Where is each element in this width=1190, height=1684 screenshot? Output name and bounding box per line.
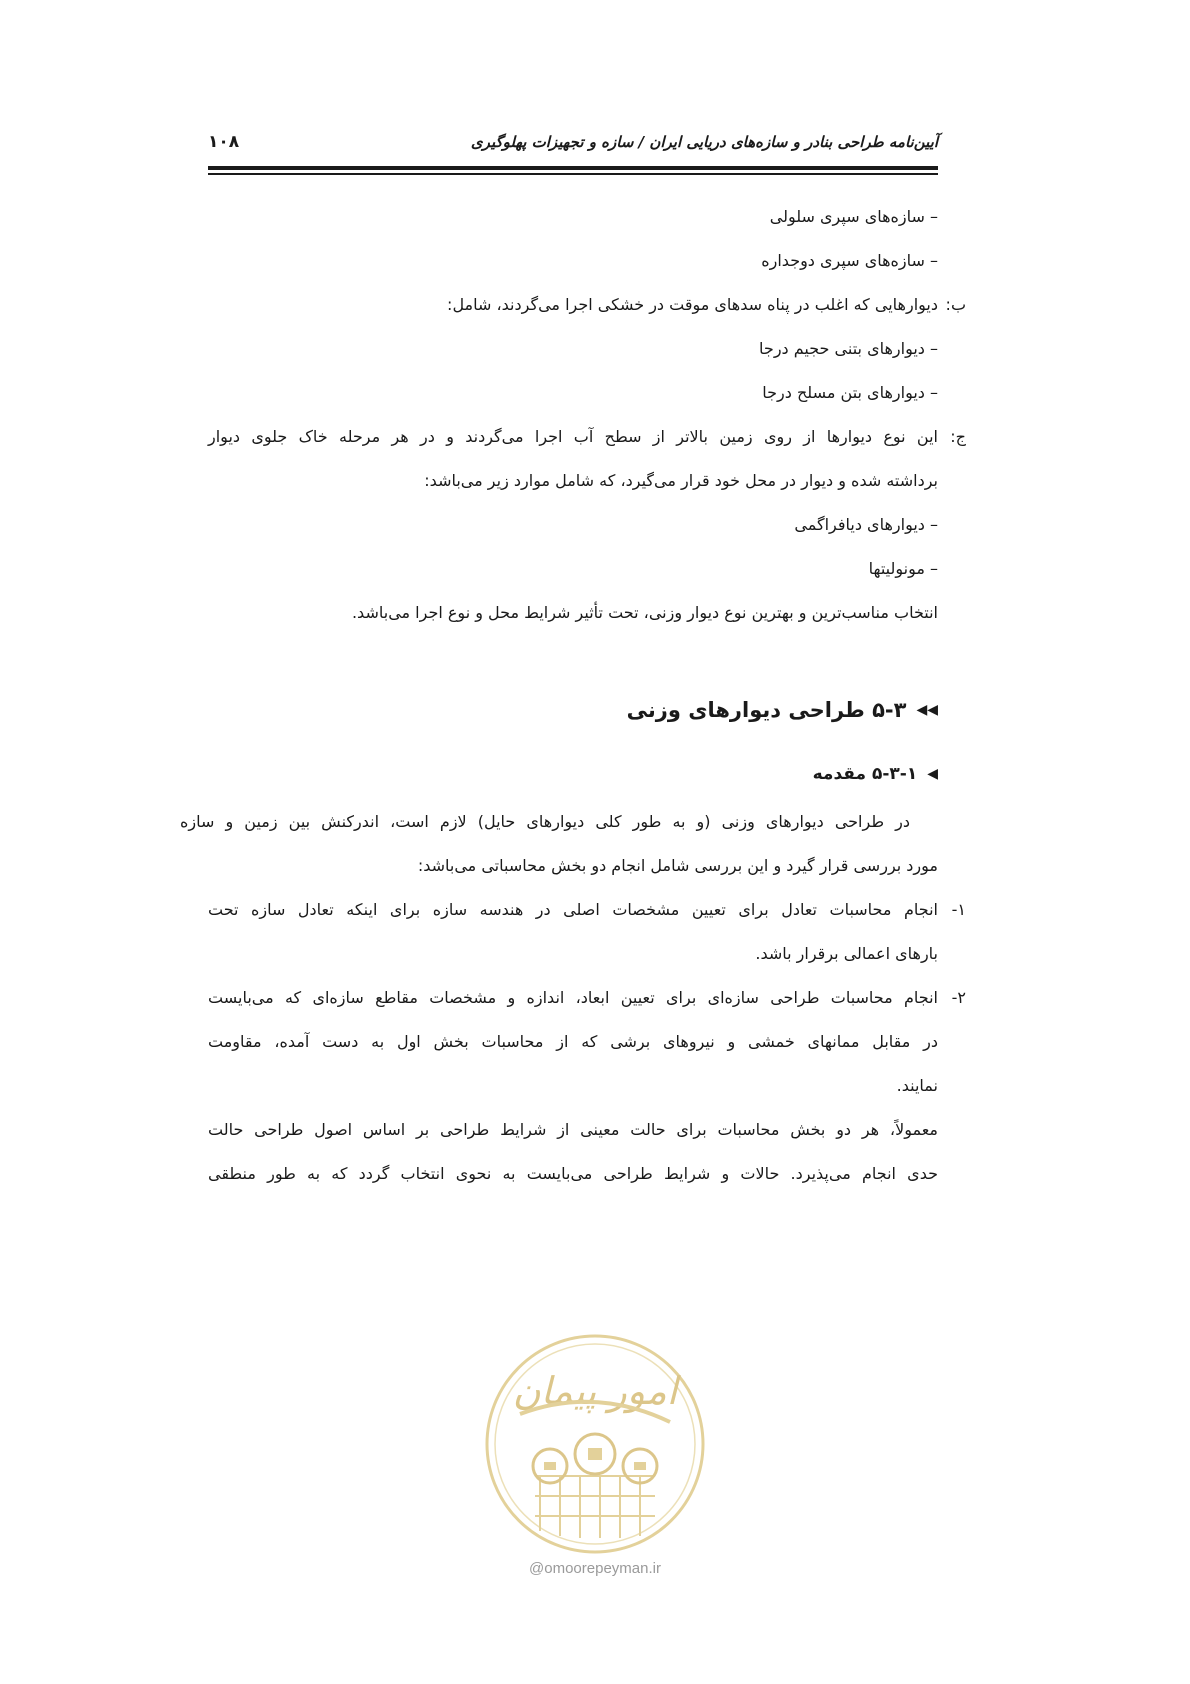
header-rule-thin [208,173,938,175]
running-title: آیین‌نامه طراحی بنادر و سازه‌های دریایی ایران / سازه و تجهیزات پهلوگیری [470,133,938,151]
item-j-line-1: این نوع دیوارها از روی زمین بالاتر از سطح آب اجرا می‌گردند و در هر مرحله خاک جلوی دیوار [208,427,938,446]
numbered-item-marker: ۱- [951,900,966,919]
numbered-item-line: در مقابل ممانهای خمشی و نیروهای برشی که از محاسبات بخش اول به دست آمده، مقاومت [208,1032,938,1051]
item-j-marker: ج: [950,427,966,446]
numbered-item-1 [208,888,966,976]
final-paragraph [208,1108,938,1196]
paragraph-line: در طراحی دیوارهای وزنی (و به طور کلی دیوارهای حایل) لازم است، اندرکنش بین زمین و سازه [180,812,910,831]
watermark-logo-text: امور پیمان [512,1369,678,1413]
list-item: – سازه‌های سپری سلولی [769,207,938,226]
page-number: ۱۰۸ [208,132,240,152]
closing-sentence-text: انتخاب مناسب‌ترین و بهترین نوع دیوار وزنی، تحت تأثیر شرایط محل و نوع اجرا می‌باشد. [351,603,938,622]
paragraph-line: معمولاً، هر دو بخش محاسبات برای حالت معینی از شرایط طراحی بر اساس اصول طراحی حالت [208,1120,938,1139]
subsection-title: ۵-۳-۱ مقدمه [812,764,918,784]
arrow-icon: ◀ [927,766,938,782]
paragraph-line: مورد بررسی قرار گیرد و این بررسی شامل انجام دو بخش محاسباتی می‌باشد: [417,856,938,875]
closing-sentence [208,591,938,635]
numbered-item-line: بارهای اعمالی برقرار باشد. [755,944,938,963]
list-item: – سازه‌های سپری دوجداره [761,251,938,270]
list-item: – مونولیتها [868,559,938,578]
numbered-item-line: نمایند. [896,1076,938,1095]
item-b-text: دیوارهایی که اغلب در پناه سدهای موقت در خشکی اجرا می‌گردند، شامل: [447,295,938,314]
intro-paragraph [180,800,938,888]
item-j-line-2: برداشته شده و دیوار در محل خود قرار می‌گیرد، که شامل موارد زیر می‌باشد: [424,471,938,490]
header-rule-thick [208,166,938,170]
numbered-item-marker: ۲- [951,988,966,1007]
subsection-heading [208,758,938,790]
list-item: – دیوارهای دیافراگمی [794,515,938,534]
numbered-item-line: انجام محاسبات تعادل برای تعیین مشخصات اصلی در هندسه سازه برای اینکه تعادل سازه تحت [208,900,938,919]
item-j [208,415,966,503]
list-block-top [208,195,938,283]
watermark-logo [480,1326,710,1580]
section-title: ۵-۳ طراحی دیوارهای وزنی [626,698,907,722]
numbered-item-line: انجام محاسبات طراحی سازه‌ای برای تعیین ابعاد، اندازه و مشخصات مقاطع سازه‌ای که می‌بایست [208,988,938,1007]
double-arrow-icon: ◀◀ [916,702,938,718]
list-block-b [208,327,938,415]
running-header [208,128,938,156]
item-b-marker: ب: [945,295,966,314]
list-item: – دیوارهای بتنی حجیم درجا [759,339,938,358]
item-b [208,283,966,327]
list-block-j [208,503,938,591]
list-item: – دیوارهای بتن مسلح درجا [762,383,938,402]
section-heading [208,690,938,730]
paragraph-line: حدی انجام می‌پذیرد. حالات و شرایط طراحی می‌بایست به نحوی انتخاب گردد که به طور منطقی [208,1164,938,1183]
watermark-site: @omoorepeyman.ir [529,1560,661,1577]
numbered-item-2 [208,976,966,1108]
